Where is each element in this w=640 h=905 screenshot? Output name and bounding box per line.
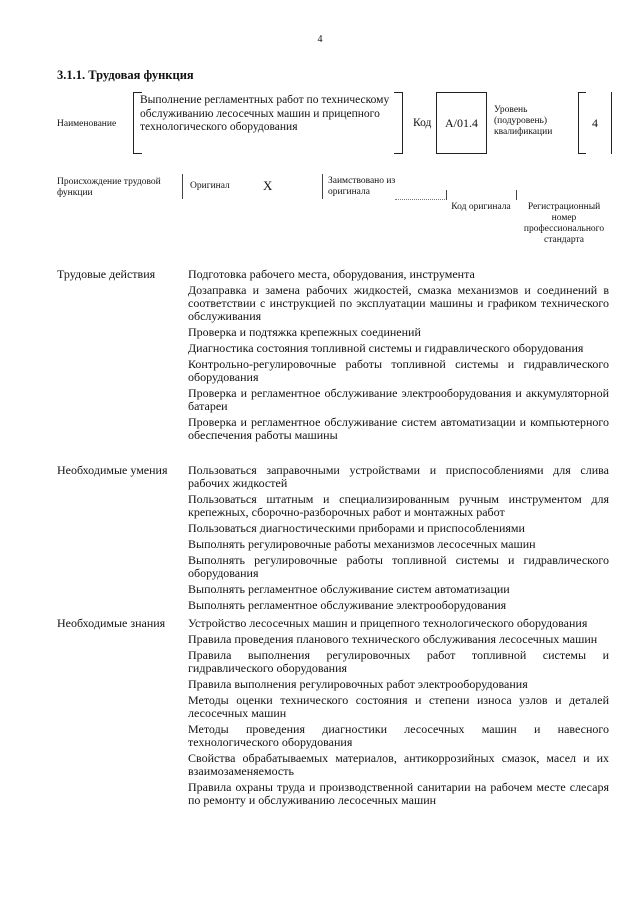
origin-dotted-line — [395, 199, 445, 200]
code-box — [436, 92, 487, 154]
section-label: Трудовые действия — [57, 267, 156, 281]
origin-divider-3 — [446, 190, 447, 200]
list-item: Выполнять регламентное обслуживание систем автоматизации — [188, 582, 510, 596]
page-number: 4 — [317, 34, 323, 45]
list-item: Правила проведения планового технического обслуживания лесосечных машин — [188, 632, 598, 646]
list-item: Выполнять регулировочные работы топливной системы и гидравлического оборудования — [188, 553, 609, 580]
section-items — [188, 268, 609, 445]
origin-divider-2 — [322, 174, 323, 199]
section-title: 3.1.1. Трудовая функция — [57, 68, 194, 82]
list-item: Дозаправка и замена рабочих жидкостей, смазка механизмов и соединений в соответствии с инструкцией по эксплуатации машины и графиком технического обслуживания — [188, 283, 609, 323]
list-item: Устройство лесосечных машин и прицепного технологического оборудования — [188, 616, 588, 630]
list-item: Проверка и подтяжка крепежных соединений — [188, 325, 421, 339]
list-item: Правила выполнения регулировочных работ электрооборудования — [188, 677, 528, 691]
origin-divider-1 — [182, 174, 183, 199]
list-item: Диагностика состояния топливной системы и гидравлического оборудования — [188, 341, 584, 355]
origin-divider-4 — [516, 190, 517, 200]
section-items — [188, 464, 609, 615]
function-name-value: Выполнение регламентных работ по техническому обслуживанию лесосечных машин и прицепного технологического оборудования — [140, 94, 390, 133]
list-item: Правила охраны труда и производственной санитарии на рабочем месте слесаря по ремонту и обслуживанию лесосечных машин — [188, 780, 609, 807]
level-box — [578, 92, 612, 154]
section-label: Необходимые умения — [57, 463, 168, 477]
list-item: Свойства обрабатываемых материалов, антикоррозийных смазок, масел и их взаимозаменяемость — [188, 751, 609, 778]
list-item: Проверка и регламентное обслуживание систем автоматизации и компьютерного обеспечения работы машины — [188, 415, 609, 442]
original-label: Оригинал — [190, 181, 230, 191]
original-mark: X — [263, 178, 273, 193]
reg-number-label: Регистрационный номер профессионального стандарта — [523, 202, 605, 245]
list-item: Правила выполнения регулировочных работ топливной системы и гидравлического оборудования — [188, 648, 609, 675]
section-label: Необходимые знания — [57, 616, 166, 630]
code-label: Код — [413, 117, 432, 129]
name-label: Наименование — [57, 119, 117, 129]
list-item: Пользоваться диагностическими приборами и приспособлениями — [188, 521, 525, 535]
list-item: Методы оценки технического состояния и степени износа узлов и деталей лесосечных машин — [188, 693, 609, 720]
list-item: Методы проведения диагностики лесосечных машин и навесного технологического оборудования — [188, 722, 609, 749]
level-value: 4 — [592, 115, 598, 130]
code-value: A/01.4 — [445, 115, 478, 130]
section-items — [188, 617, 609, 810]
list-item: Выполнять регулировочные работы механизмов лесосечных машин — [188, 537, 536, 551]
level-label: Уровень (подуровень) квалификации — [494, 105, 553, 137]
list-item: Пользоваться штатным и специализированным ручным инструментом для крепежных, сборочно-разборочных работ и монтажных работ — [188, 492, 609, 519]
borrowed-label: Заимствовано из оригинала — [328, 176, 396, 197]
list-item: Подготовка рабочего места, оборудования, инструмента — [188, 267, 475, 281]
list-item: Проверка и регламентное обслуживание электрооборудования и аккумуляторной батареи — [188, 386, 609, 413]
list-item: Контрольно-регулировочные работы топливной системы и гидравлического оборудования — [188, 357, 609, 384]
list-item: Выполнять регламентное обслуживание электрооборудования — [188, 598, 507, 612]
function-name-box — [133, 92, 403, 154]
code-original-label: Код оригинала — [451, 202, 511, 212]
origin-label: Происхождение трудовой функции — [57, 177, 161, 198]
list-item: Пользоваться заправочными устройствами и приспособлениями для слива рабочих жидкостей — [188, 463, 609, 490]
